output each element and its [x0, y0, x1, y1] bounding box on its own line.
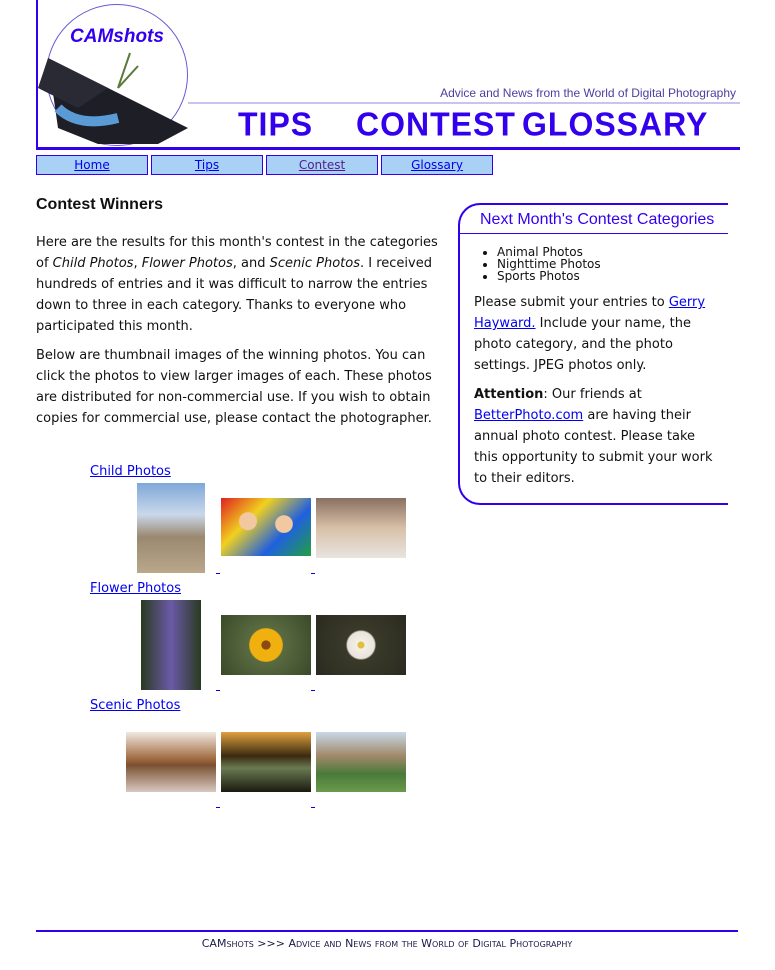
text: Child Photos: [52, 256, 134, 271]
nav-tips-link[interactable]: Tips: [194, 158, 220, 172]
gerry-hayward-link[interactable]: Gerry Hayward.: [474, 295, 706, 331]
text: Here are the results for this month's contest in the categories of: [36, 235, 438, 271]
thumbnail-link-underline: [216, 573, 220, 574]
logo: CAMshots: [70, 26, 164, 47]
text: . I received hundreds of entries and it was difficult to narrow the entries down to three in each category. Thanks to everyone who participated this month.: [36, 256, 432, 334]
child-photo-thumbnail-2[interactable]: [221, 498, 311, 556]
nav-glossary[interactable]: [381, 155, 493, 175]
butterfly-image: [38, 48, 198, 144]
thumbnail-link-underline: [311, 573, 315, 574]
glossary-banner-link[interactable]: GLOSSARY: [522, 105, 709, 143]
scenic-photo-thumbnail-2[interactable]: [221, 732, 311, 792]
nav-contest-link[interactable]: Contest: [298, 158, 346, 172]
nav-home-link[interactable]: Home: [74, 158, 110, 172]
next-month-sidebar: [458, 203, 728, 505]
thumbnail-paragraph: Below are thumbnail images of the winning photos. You can click the photos to view larger images of each. These photos are distributed for non-commercial use. If you wish to obtain copies for commercial use, please contact the photographer.: [36, 348, 432, 426]
list-item: • Sports Photos: [497, 270, 728, 282]
text: Please submit your entries to: [474, 295, 669, 310]
flower-photo-thumbnail-1[interactable]: [141, 600, 201, 690]
text: : Our friends at: [543, 387, 642, 402]
footer: CAMshots >>> Advice and News from the World of Digital Photography: [36, 930, 738, 950]
scenic-photo-thumbnail-1[interactable]: [126, 732, 216, 792]
nav-glossary-link[interactable]: Glossary: [411, 158, 463, 172]
nav-bar: [36, 155, 493, 175]
thumbnail-link-underline: [216, 807, 220, 808]
tips-banner-link[interactable]: TIPS: [238, 105, 314, 143]
nav-contest[interactable]: [266, 155, 378, 175]
divider: [188, 102, 740, 104]
thumbnail-link-underline: [311, 807, 315, 808]
thumbnail-link-underline: [311, 690, 315, 691]
text: , and: [232, 256, 270, 271]
category-list: [460, 246, 728, 282]
text: Include your name, the photo category, and the photo settings. JPEG photos only.: [474, 316, 691, 373]
thumbnail-link-underline: [216, 690, 220, 691]
scenic-photo-thumbnail-3[interactable]: [316, 732, 406, 792]
text: ,: [133, 256, 142, 271]
child-photo-thumbnail-1[interactable]: [137, 483, 205, 573]
submit-paragraph: [460, 292, 728, 376]
list-item: • Animal Photos: [497, 246, 728, 258]
site-header: [36, 0, 740, 150]
child-photos-link[interactable]: Child Photos: [90, 464, 171, 479]
text: Scenic Photos: [269, 256, 360, 271]
nav-home[interactable]: [36, 155, 148, 175]
text: are having their annual photo contest. Please take this opportunity to submit your work to their editors.: [474, 408, 713, 486]
attention-paragraph: [460, 384, 728, 489]
page-title: Contest Winners: [36, 196, 163, 213]
main-content: [36, 196, 448, 437]
betterphoto-link[interactable]: BetterPhoto.com: [474, 408, 584, 423]
intro-paragraph: [36, 232, 448, 337]
flower-photo-thumbnail-3[interactable]: [316, 615, 406, 675]
contest-banner-link[interactable]: CONTEST: [356, 105, 516, 143]
scenic-photos-link[interactable]: Scenic Photos: [90, 698, 181, 713]
list-item: • Nighttime Photos: [497, 258, 728, 270]
child-photo-thumbnail-3[interactable]: [316, 498, 406, 558]
nav-tips[interactable]: [151, 155, 263, 175]
flower-photo-thumbnail-2[interactable]: [221, 615, 311, 675]
sidebar-title: Next Month's Contest Categories: [460, 205, 728, 234]
text: Attention: [474, 387, 544, 402]
flower-photos-link[interactable]: Flower Photos: [90, 581, 182, 596]
text: Flower Photos: [141, 256, 233, 271]
tagline: Advice and News from the World of Digital Photography: [440, 86, 736, 100]
